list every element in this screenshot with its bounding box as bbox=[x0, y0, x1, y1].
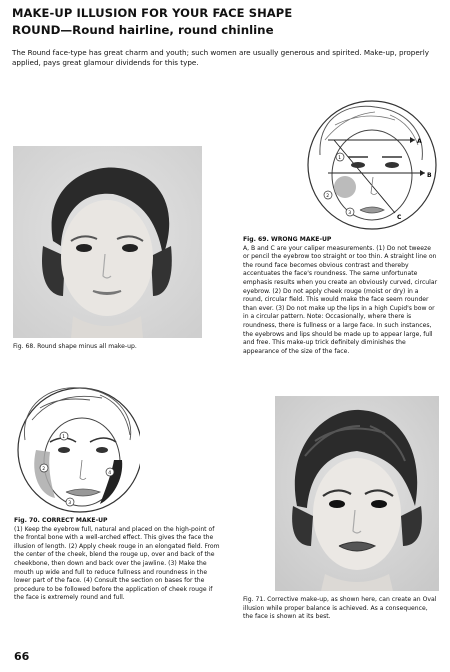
fig69-label-2: 2 bbox=[326, 194, 330, 199]
fig71-caption: Fig. 71. Corrective make-up, as shown here, can create an Oval illusion while proper balance is achieved. As a consequence, the face is shown at its best. bbox=[243, 596, 437, 621]
fig69-heading: Fig. 69. WRONG MAKE-UP bbox=[243, 236, 332, 243]
intro-paragraph: The Round face-type has great charm and youth; such women are usually generous and spirited. Make-up, properly applied, pays great glamour dividends for this type. bbox=[12, 48, 429, 68]
fig69-label-3: 3 bbox=[348, 211, 352, 216]
fig68-caption: Fig. 68. Round shape minus all make-up. bbox=[13, 343, 137, 350]
fig69-text: A, B and C are your caliper measurements. (1) Do not tweeze or pencil the eyebrow too straight or too thin. A straight line on the round face becomes obvious contrast and thereby accentuates the face's roundness. The same unfortunate emphasis results when you create an obviously curved, circular eyebrow. (2) Do not apply cheek rouge (moist or dry) in a round, circular field. This would make the face seem rounder than ever. (3) Do not make up the lips in a high Cupid's bow or in a circular pattern. Note: Occasionally, where there is roundness, there is fullness or a large face. In such instances, the eyebrows and lips should be made up to appear large, full and free. This make-up trick definitely diminishes the appearance of the size of the face. bbox=[243, 244, 438, 355]
fig70-text: (1) Keep the eyebrow full, natural and placed on the high-point of the frontal bone with a well-arched effect. This gives the face the illusion of length. (2) Apply cheek rouge in an elongated field. From the center of the cheek, blend the rouge up, over and back of the cheekbone, then down and back over the jawline. (3) Make the mouth up wide and full to reduce fullness and roundness in the lower part of the face. (4) Consult the section on bases for the procedure to be followed before the application of cheek rouge if the face is extremely round and full. bbox=[14, 525, 220, 602]
fig71-photo bbox=[275, 396, 439, 591]
fig70-label-1: 1 bbox=[62, 435, 66, 440]
page-title: MAKE-UP ILLUSION FOR YOUR FACE SHAPE bbox=[12, 6, 293, 20]
fig70-caption bbox=[14, 517, 224, 603]
fig70-label-4: 4 bbox=[108, 471, 112, 476]
fig69-label-1: 1 bbox=[338, 156, 342, 161]
fig70-label-3: 3 bbox=[68, 501, 72, 506]
page-number: 66 bbox=[14, 650, 30, 663]
fig70-heading: Fig. 70. CORRECT MAKE-UP bbox=[14, 517, 108, 524]
page-subtitle: ROUND—Round hairline, round chinline bbox=[12, 23, 274, 37]
fig69-label-c: C bbox=[397, 214, 402, 221]
fig70-label-2: 2 bbox=[42, 467, 46, 472]
fig69-label-a: A bbox=[417, 138, 422, 145]
fig70-diagram bbox=[10, 380, 140, 515]
fig69-diagram bbox=[300, 95, 440, 233]
fig69-label-b: B bbox=[427, 172, 432, 179]
fig68-photo bbox=[13, 146, 202, 338]
fig69-caption bbox=[243, 236, 439, 356]
